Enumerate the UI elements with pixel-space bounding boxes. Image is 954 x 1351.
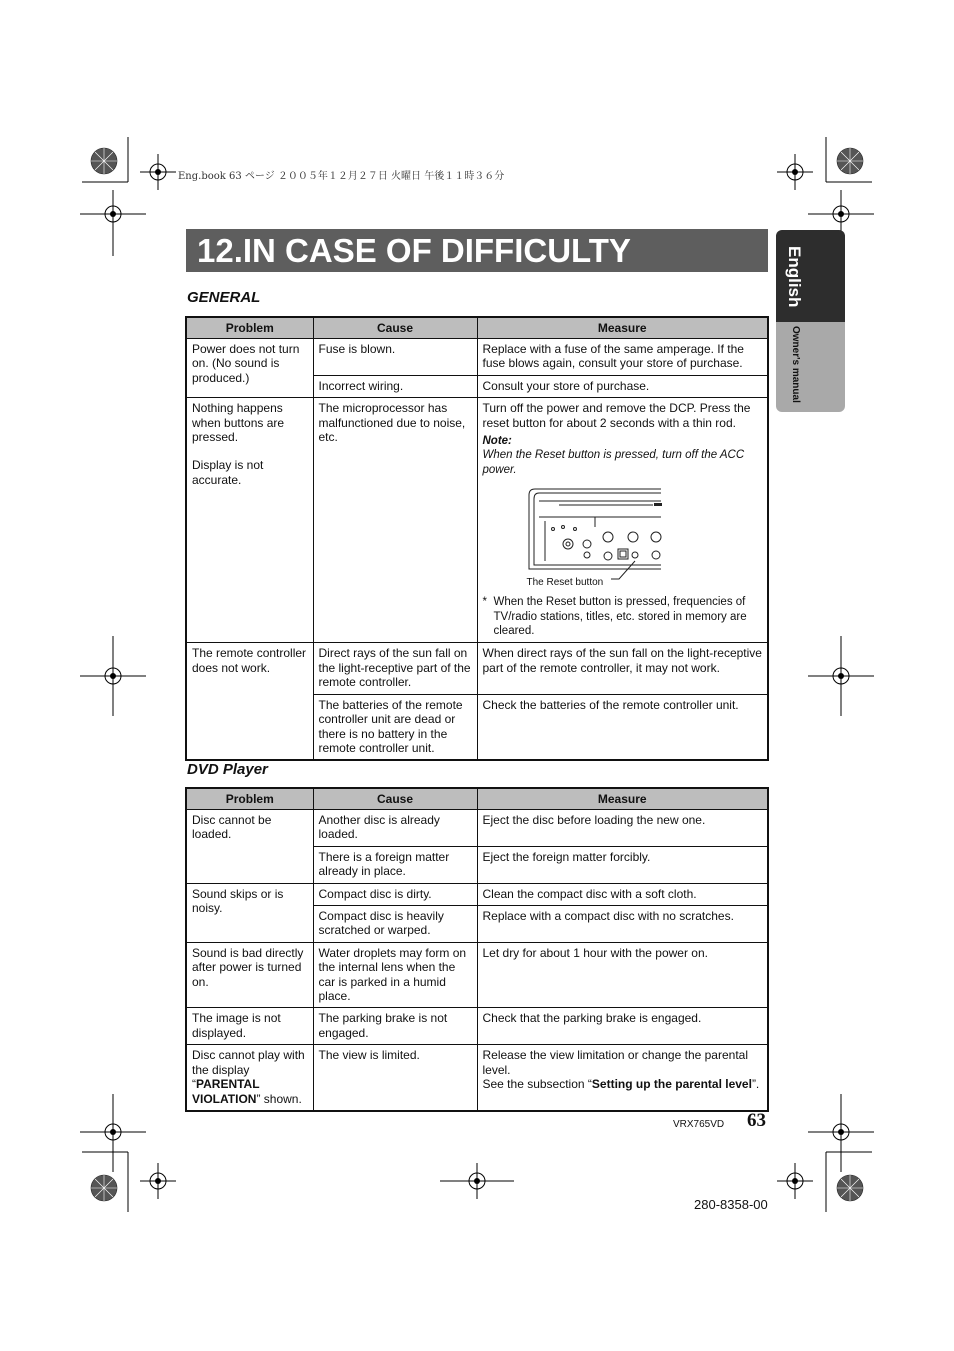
- measure-cell: Check that the parking brake is engaged.: [477, 1008, 768, 1045]
- print-header-line: Eng.book 63 ページ ２００５年１２月２７日 火曜日 午後１１時３６分: [178, 171, 505, 182]
- table-header-row: [186, 317, 768, 339]
- dvd-table: [185, 787, 769, 1112]
- cause-cell: The view is limited.: [313, 1045, 477, 1111]
- figure-caption: The Reset button: [526, 577, 604, 589]
- cause-cell: Another disc is already loaded.: [313, 810, 477, 847]
- cause-cell: Fuse is blown.: [313, 339, 477, 376]
- table-row: [186, 883, 768, 905]
- problem-cell: [186, 398, 313, 643]
- measure-cell: Let dry for about 1 hour with the power on.: [477, 942, 768, 1008]
- table-row: [186, 810, 768, 847]
- column-header: Cause: [313, 317, 477, 339]
- measure-cell: [477, 1045, 768, 1111]
- document-code: 280-8358-00: [694, 1197, 768, 1212]
- problem-cell: Power does not turn on. (No sound is produced.): [186, 339, 313, 398]
- table-row: [186, 643, 768, 694]
- page-title: 12.IN CASE OF DIFFICULTY: [197, 232, 631, 269]
- manual-tab: [776, 322, 845, 412]
- table-row: [186, 1008, 768, 1045]
- bullet-mark: *: [482, 596, 487, 609]
- measure-cell: Eject the foreign matter forcibly.: [477, 846, 768, 883]
- problem-cell: Sound skips or is noisy.: [186, 883, 313, 942]
- cause-cell: Compact disc is dirty.: [313, 883, 477, 905]
- measure-cell: Consult your store of purchase.: [477, 375, 768, 397]
- column-header: Problem: [186, 317, 313, 339]
- table-row: [186, 398, 768, 643]
- problem-cell: The remote controller does not work.: [186, 643, 313, 760]
- measure-cell: [477, 398, 768, 643]
- cause-cell: Incorrect wiring.: [313, 375, 477, 397]
- column-header: Measure: [477, 788, 768, 810]
- manual-label: Owner's manual: [790, 326, 801, 403]
- general-table: [185, 316, 769, 761]
- model-number: VRX765VD: [673, 1119, 725, 1130]
- measure-text: ”.: [751, 1077, 760, 1092]
- table-row: [186, 1045, 768, 1111]
- general-heading: GENERAL: [187, 289, 261, 306]
- measure-cell: When direct rays of the sun fall on the light-receptive part of the remote controller, it may not work.: [477, 643, 768, 694]
- problem-cell: The image is not displayed.: [186, 1008, 313, 1045]
- subsection-reference: Setting up the parental level: [591, 1077, 752, 1092]
- cause-cell: Compact disc is heavily scratched or warped.: [313, 906, 477, 943]
- problem-cell: Sound is bad directly after power is turned on.: [186, 942, 313, 1008]
- measure-reference: [483, 1077, 764, 1091]
- problem-text: ” shown.: [256, 1091, 302, 1106]
- cause-cell: The batteries of the remote controller unit are dead or there is no battery in the remote controller unit.: [313, 694, 477, 760]
- dvd-heading: DVD Player: [187, 761, 268, 778]
- problem-text: Disc cannot play with the display “: [192, 1048, 305, 1092]
- column-header: Problem: [186, 788, 313, 810]
- bullet-text: When the Reset button is pressed, frequencies of TV/radio stations, titles, etc. stored in memory are cleared.: [493, 596, 747, 638]
- cause-cell: There is a foreign matter already in place.: [313, 846, 477, 883]
- measure-cell: Replace with a fuse of the same amperage. If the fuse blows again, consult your store of purchase.: [477, 339, 768, 376]
- page-number: 63: [747, 1110, 766, 1131]
- note-text: When the Reset button is pressed, turn off the ACC power.: [482, 449, 745, 476]
- table-row: [186, 942, 768, 1008]
- problem-cell: Disc cannot be loaded.: [186, 810, 313, 884]
- column-header: Cause: [313, 788, 477, 810]
- problem-text: Display is not accurate.: [192, 458, 264, 487]
- measure-cell: Eject the disc before loading the new one.: [477, 810, 768, 847]
- language-label: English: [785, 246, 804, 308]
- cause-cell: Water droplets may form on the internal lens when the car is parked in a humid place.: [313, 942, 477, 1008]
- note-label: Note:: [482, 435, 512, 448]
- display-message: PARENTAL VIOLATION: [192, 1077, 260, 1106]
- cause-cell: The parking brake is not engaged.: [313, 1008, 477, 1045]
- problem-cell: [186, 1045, 313, 1111]
- measure-text: Release the view limitation or change the parental level.: [482, 1048, 748, 1077]
- bullet-note: [483, 595, 764, 638]
- table-row: [186, 339, 768, 376]
- column-header: Measure: [477, 317, 768, 339]
- measure-cell: Clean the compact disc with a soft cloth.: [477, 883, 768, 905]
- measure-cell: Check the batteries of the remote controller unit.: [477, 694, 768, 760]
- problem-text: Nothing happens when buttons are pressed.: [192, 401, 285, 445]
- measure-text: Turn off the power and remove the DCP. Press the reset button for about 2 seconds with a thin rod.: [482, 401, 751, 430]
- reset-button-figure: [523, 487, 693, 591]
- table-header-row: [186, 788, 768, 810]
- cause-cell: Direct rays of the sun fall on the light-receptive part of the remote controller.: [313, 643, 477, 694]
- cause-cell: The microprocessor has malfunctioned due to noise, etc.: [313, 398, 477, 643]
- measure-text: See the subsection “: [482, 1077, 592, 1092]
- measure-cell: Replace with a compact disc with no scratches.: [477, 906, 768, 943]
